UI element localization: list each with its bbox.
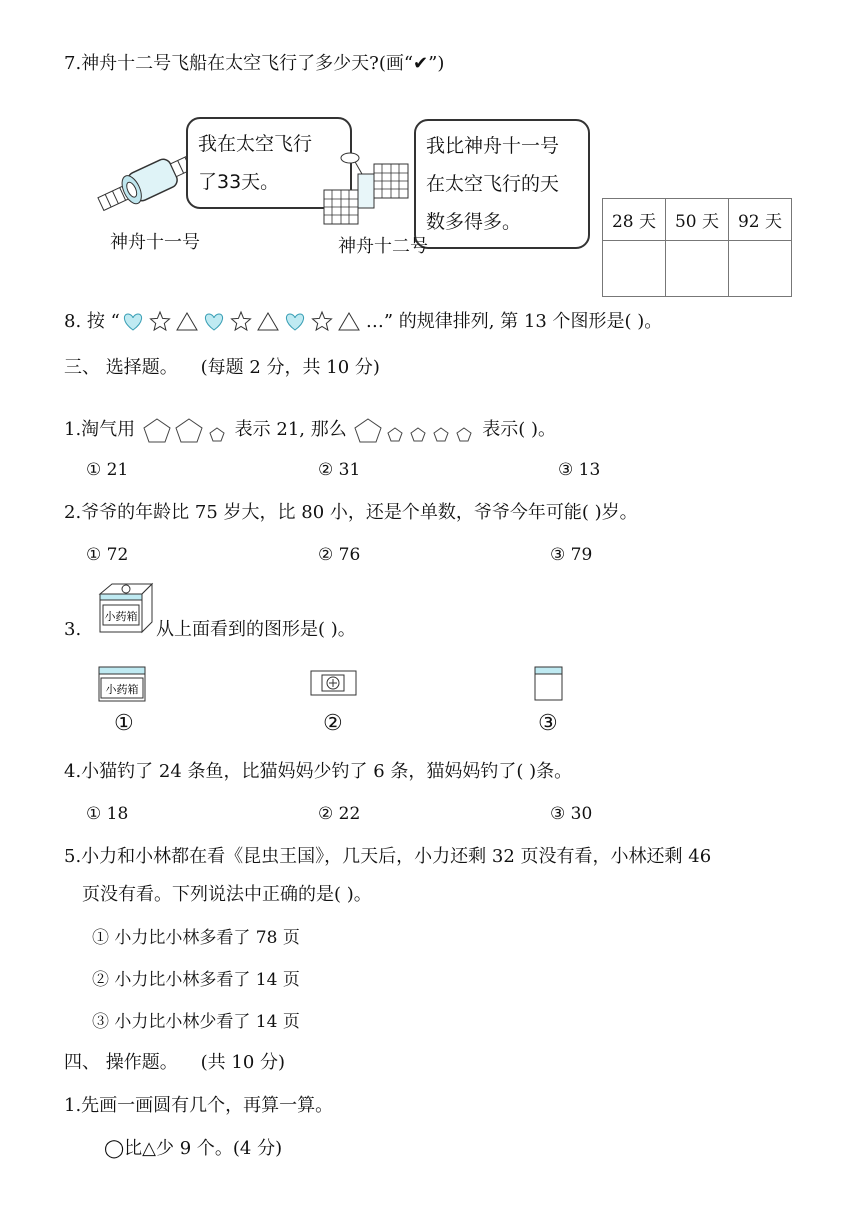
c3-prefix: 3. bbox=[64, 619, 82, 640]
caption-shenzhou-12: 神舟十二号 bbox=[338, 236, 428, 257]
check-cell[interactable] bbox=[729, 241, 792, 297]
c1-part1: 1.淘气用 bbox=[64, 419, 136, 440]
option[interactable]: ① 21 bbox=[86, 460, 129, 480]
option-1-front-view[interactable] bbox=[98, 666, 148, 704]
operation-question-1: 1.先画一画圆有几个，再算一算。 bbox=[64, 1095, 334, 1116]
option[interactable]: ② 小力比小林多看了 14 页 bbox=[92, 970, 300, 990]
answer-table bbox=[602, 198, 792, 297]
medicine-box-icon bbox=[96, 580, 154, 636]
option[interactable]: ③ 30 bbox=[550, 804, 593, 824]
option[interactable]: ③ 13 bbox=[558, 460, 601, 480]
check-cell[interactable] bbox=[666, 241, 729, 297]
section-title: 三、 选择题。 bbox=[64, 357, 178, 378]
choice-question-5-line-1: 5.小力和小林都在看《昆虫王国》，几天后，小力还剩 32 页没有看，小林还剩 46 bbox=[64, 846, 712, 867]
section-title: 四、 操作题。 bbox=[64, 1052, 178, 1073]
heart-icon bbox=[124, 314, 141, 330]
bubble-line: 数多得多。 bbox=[426, 211, 522, 233]
satellite-shenzhou-12-icon bbox=[318, 150, 418, 235]
section-4-heading bbox=[64, 1051, 285, 1075]
option[interactable]: ① 18 bbox=[86, 804, 129, 824]
option[interactable]: ② 31 bbox=[318, 460, 361, 480]
q8-suffix: …” 的规律排列, 第 13 个图形是( )。 bbox=[365, 311, 663, 332]
question-8 bbox=[64, 310, 662, 334]
triangle-icon bbox=[258, 313, 278, 330]
star-icon bbox=[231, 312, 250, 330]
q8-prefix: 8. 按 “ bbox=[64, 311, 120, 332]
box-label: 小药箱 bbox=[105, 683, 139, 696]
heart-icon bbox=[286, 314, 303, 330]
choice-question-2: 2.爷爷的年龄比 75 岁大，比 80 小，还是个单数，爷爷今年可能( )岁。 bbox=[64, 502, 638, 523]
operation-question-1-sub: ◯比△少 9 个。(4 分) bbox=[104, 1138, 283, 1159]
c3-suffix: 从上面看到的图形是( )。 bbox=[156, 619, 356, 640]
choice-cell: 50 天 bbox=[666, 199, 729, 241]
triangle-icon bbox=[339, 313, 359, 330]
box-label: 小药箱 bbox=[104, 610, 138, 623]
bubble-line: 我在太空飞行 bbox=[198, 133, 313, 155]
c1-part2: 表示 21, 那么 bbox=[234, 419, 347, 440]
option[interactable]: ② 76 bbox=[318, 545, 361, 565]
option-3-side-view[interactable] bbox=[534, 666, 564, 702]
check-cell[interactable] bbox=[603, 241, 666, 297]
option[interactable]: ③ 小力比小林少看了 14 页 bbox=[92, 1012, 300, 1032]
choice-cell: 28 天 bbox=[603, 199, 666, 241]
section-3-heading bbox=[64, 356, 380, 380]
heart-icon bbox=[205, 314, 222, 330]
caption-shenzhou-11: 神舟十一号 bbox=[110, 232, 200, 253]
option-2-top-view[interactable] bbox=[310, 670, 358, 698]
speech-bubble-shenzhou-12 bbox=[414, 119, 590, 249]
bubble-line: 了33天。 bbox=[198, 171, 280, 193]
pentagons-icon bbox=[352, 416, 476, 444]
star-icon bbox=[312, 312, 331, 330]
bubble-line: 在太空飞行的天 bbox=[426, 173, 560, 195]
option-label: ② bbox=[323, 711, 343, 736]
option[interactable]: ③ 79 bbox=[550, 545, 593, 565]
choice-question-4: 4.小猫钓了 24 条鱼，比猫妈妈少钓了 6 条，猫妈妈钓了( )条。 bbox=[64, 761, 573, 782]
option[interactable]: ① 小力比小林多看了 78 页 bbox=[92, 928, 300, 948]
choice-question-1 bbox=[64, 416, 556, 444]
section-note: (共 10 分) bbox=[200, 1052, 286, 1073]
option[interactable]: ② 22 bbox=[318, 804, 361, 824]
option-label: ① bbox=[114, 711, 134, 736]
shape-sequence bbox=[120, 310, 366, 334]
pentagons-icon bbox=[141, 416, 229, 444]
section-note: (每题 2 分，共 10 分) bbox=[200, 357, 380, 378]
choice-cell: 92 天 bbox=[729, 199, 792, 241]
star-icon bbox=[150, 312, 169, 330]
triangle-icon bbox=[177, 313, 197, 330]
bubble-line: 我比神舟十一号 bbox=[426, 135, 560, 157]
c1-part3: 表示( )。 bbox=[482, 419, 556, 440]
option[interactable]: ① 72 bbox=[86, 545, 129, 565]
option-label: ③ bbox=[538, 711, 558, 736]
choice-question-5-line-2: 页没有看。下列说法中正确的是( )。 bbox=[82, 884, 372, 905]
question-7: 7.神舟十二号飞船在太空飞行了多少天?(画“✔”) bbox=[64, 53, 445, 74]
